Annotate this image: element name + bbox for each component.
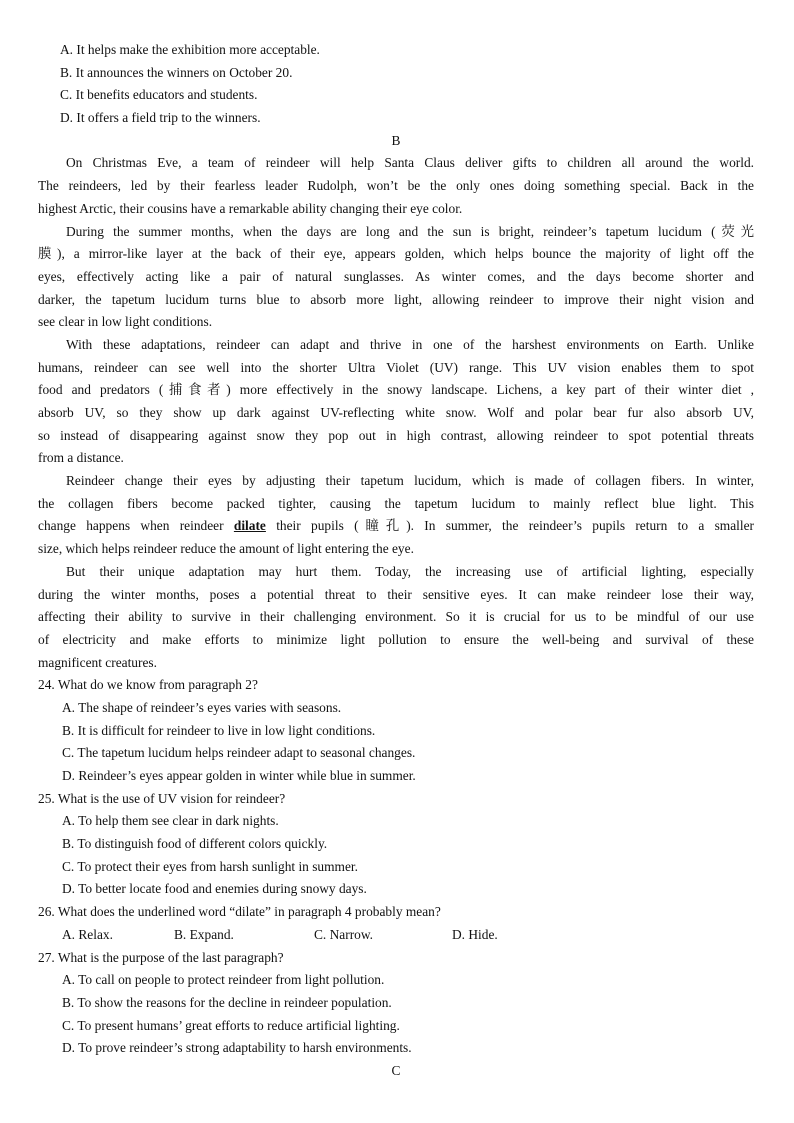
p5-line-2: during the winter months, poses a potential threat to their sensitive eyes. It can make reindeer lose their way, xyxy=(38,586,754,602)
question-24-option-b: B. It is difficult for reindeer to live in low light conditions. xyxy=(62,722,376,738)
question-25-option-c: C. To protect their eyes from harsh sunlight in summer. xyxy=(62,858,358,874)
p4-line-3-before: change happens when reindeer xyxy=(38,518,234,534)
p3-line-4: absorb UV, so they show up dark against UV-reflecting white snow. Wolf and polar bear fur also absorb UV, xyxy=(38,405,754,420)
prev-option-d: D. It offers a field trip to the winners. xyxy=(60,110,261,126)
question-24-option-a: A. The shape of reindeer’s eyes varies with seasons. xyxy=(62,699,342,715)
p5-line-1: But their unique adaptation may hurt them. Today, the increasing use of artificial lighting, especially xyxy=(66,563,754,579)
question-24-option-d: D. Reindeer’s eyes appear golden in winter while blue in summer. xyxy=(62,768,416,783)
prev-option-a: A. It helps make the exhibition more acceptable. xyxy=(60,42,320,57)
p1-line-1: On Christmas Eve, a team of reindeer will help Santa Claus deliver gifts to children all around the world. xyxy=(66,155,754,171)
question-26-option-c: C. Narrow. xyxy=(314,926,374,942)
underlined-word-dilate: dilate xyxy=(233,518,266,534)
exam-page xyxy=(38,39,754,1083)
p2-line-2: 膜), a mirror-like layer at the back of their eye, appears golden, which helps bounce the majority of light off the xyxy=(38,246,754,262)
p4-line-2: the collagen fibers become packed tighter, causing the tapetum lucidum to mainly reflect blue light. This xyxy=(38,495,754,511)
question-25-option-b: B. To distinguish food of different colors quickly. xyxy=(62,836,328,852)
p4-line-3 xyxy=(38,515,754,538)
question-26-option-a: A. Relax. xyxy=(62,926,113,942)
question-27-option-b: B. To show the reasons for the decline in reindeer population. xyxy=(62,994,392,1010)
p5-line-3: affecting their ability to survive in their challenging environment. So it is crucial for us to be mindful of our use xyxy=(38,609,754,625)
question-26-options xyxy=(38,924,754,947)
question-26-stem: 26. What does the underlined word “dilate” in paragraph 4 probably mean? xyxy=(38,904,441,920)
p1-line-2: The reindeers, led by their fearless leader Rudolph, won’t be the only ones doing something special. Back in the xyxy=(38,178,754,194)
p2-line-1: During the summer months, when the days are long and the sun is bright, reindeer’s tapetum lucidum (荧光 xyxy=(66,223,754,239)
question-27-option-a: A. To call on people to protect reindeer from light pollution. xyxy=(62,972,385,988)
p4-line-3-after: their pupils (瞳孔). In summer, the reindeer’s pupils return to a smaller xyxy=(265,518,754,534)
p2-line-4: darker, the tapetum lucidum turns blue to absorb more light, allowing reindeer to improve their night vision and xyxy=(38,291,754,307)
p3-line-6: from a distance. xyxy=(38,450,124,466)
question-25-option-d: D. To better locate food and enemies during snowy days. xyxy=(62,881,367,897)
p3-line-3: food and predators (捕食者) more effectively in the snowy landscape. Lichens, a key part of their winter diet , xyxy=(38,382,754,398)
p5-line-5: magnificent creatures. xyxy=(38,654,157,670)
p5-line-4: of electricity and make efforts to minimize light pollution to ensure the well-being and survival of these xyxy=(38,631,754,647)
p3-line-2: humans, reindeer can see well into the shorter Ultra Violet (UV) range. This UV vision enables them to spot xyxy=(38,359,754,375)
p1-line-3: highest Arctic, their cousins have a remarkable ability changing their eye color. xyxy=(38,200,463,216)
p3-line-5: so instead of disappearing against snow they pop out in high contrast, allowing reindeer to spot potential threats xyxy=(38,427,754,443)
question-24-stem: 24. What do we know from paragraph 2? xyxy=(38,677,258,693)
prev-option-c: C. It benefits educators and students. xyxy=(60,87,258,103)
section-heading-b: B xyxy=(391,132,401,148)
p4-line-1: Reindeer change their eyes by adjusting their tapetum lucidum, which is made of collagen fibers. In winter, xyxy=(66,473,754,489)
question-24-option-c: C. The tapetum lucidum helps reindeer adapt to seasonal changes. xyxy=(62,745,416,761)
p4-line-4: size, which helps reindeer reduce the amount of light entering the eye. xyxy=(38,541,414,557)
question-25-option-a: A. To help them see clear in dark nights. xyxy=(62,813,279,829)
question-25-stem: 25. What is the use of UV vision for reindeer? xyxy=(38,790,286,806)
p2-line-3: eyes, effectively acting like a pair of natural sunglasses. As winter comes, and the days become shorter and xyxy=(38,268,754,284)
p2-line-5: see clear in low light conditions. xyxy=(38,314,213,330)
prev-option-b: B. It announces the winners on October 20. xyxy=(60,64,293,80)
question-26-option-b: B. Expand. xyxy=(174,926,234,942)
question-27-option-d: D. To prove reindeer’s strong adaptability to harsh environments. xyxy=(62,1040,412,1056)
question-26-option-d: D. Hide. xyxy=(452,926,498,942)
p3-line-1: With these adaptations, reindeer can adapt and thrive in one of the harshest environments on Earth. Unlike xyxy=(66,336,754,352)
question-27-option-c: C. To present humans’ great efforts to reduce artificial lighting. xyxy=(62,1017,400,1033)
question-27-stem: 27. What is the purpose of the last paragraph? xyxy=(38,949,284,965)
section-heading-c: C xyxy=(391,1062,401,1078)
